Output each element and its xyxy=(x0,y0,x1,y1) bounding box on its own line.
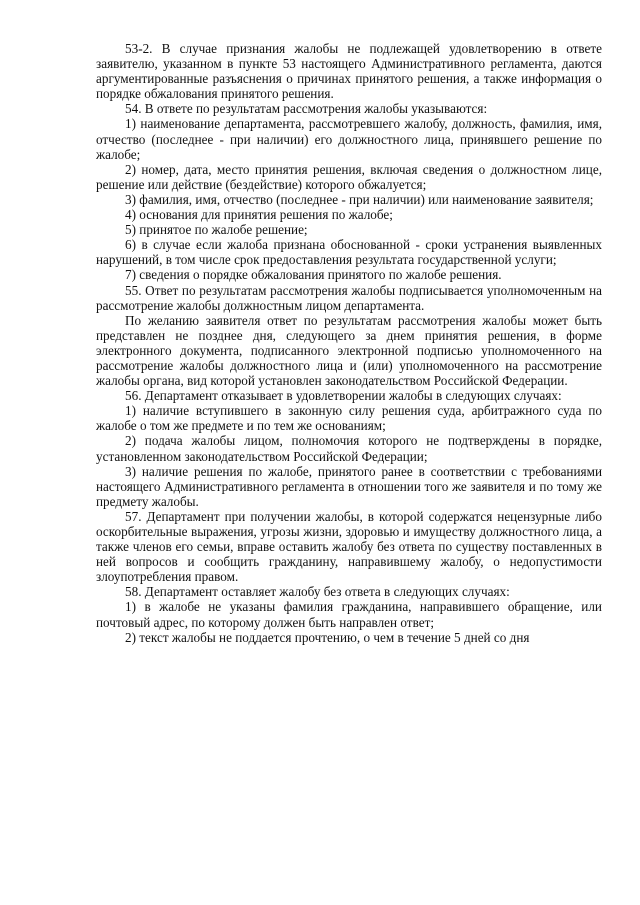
list-item-54-1: 1) наименование департамента, рассмотревшего жалобу, должность, фамилия, имя, отчество (последнее - при наличии) его должностного лица, принявшего решение по жалобе; xyxy=(96,116,602,162)
paragraph-58: 58. Департамент оставляет жалобу без ответа в следующих случаях: xyxy=(125,584,510,600)
list-item-56-2: 2) подача жалобы лицом, полномочия которого не подтверждены в порядке, установленном законодательством Российской Федерации; xyxy=(96,433,602,464)
list-item-54-7: 7) сведения о порядке обжалования принятого по жалобе решения. xyxy=(125,267,502,283)
paragraph-56: 56. Департамент отказывает в удовлетворении жалобы в следующих случаях: xyxy=(125,388,562,404)
list-item-54-2: 2) номер, дата, место принятия решения, включая сведения о должностном лице, решение или действие (бездействие) которого обжалуется; xyxy=(96,161,602,192)
paragraph-57: 57. Департамент при получении жалобы, в которой содержатся нецензурные либо оскорбительные выражения, угрозы жизни, здоровью и имуществу должностного лица, а также членов его семьи, вправе оставить жалобу без ответа по существу поставленных в ней вопросов и сообщить гражданину, направившему жалобу, о недопустимости злоупотребления правом. xyxy=(96,508,602,585)
list-item-56-1: 1) наличие вступившего в законную силу решения суда, арбитражного суда по жалобе о том же предмете и по тем же основаниям; xyxy=(96,403,602,434)
list-item-54-6: 6) в случае если жалоба признана обоснованной - сроки устранения выявленных нарушений, в том числе срок предоставления результата государственной услуги; xyxy=(96,237,602,268)
paragraph-55-electronic: По желанию заявителя ответ по результатам рассмотрения жалобы может быть представлен не позднее дня, следующего за днем принятия решения, в форме электронного документа, подписанного электронной подписью уполномоченного на рассмотрение жалобы должностного лица и (или) уполномоченного на рассмотрение жалобы органа, вид которой установлен законодательством Российской Федерации. xyxy=(96,312,602,389)
list-item-58-1: 1) в жалобе не указаны фамилия гражданина, направившего обращение, или почтовый адрес, по которому должен быть направлен ответ; xyxy=(96,599,602,630)
paragraph-53-2: 53-2. В случае признания жалобы не подлежащей удовлетворению в ответе заявителю, указанном в пункте 53 настоящего Административного регламента, даются аргументированные разъяснения о причинах принятого решения, а также информация о порядке обжалования принятого решения. xyxy=(96,41,602,102)
list-item-54-5: 5) принятое по жалобе решение; xyxy=(125,222,308,238)
list-item-56-3: 3) наличие решения по жалобе, принятого ранее в соответствии с требованиями настоящего Административного регламента в отношении того же заявителя и по тому же предмету жалобы. xyxy=(96,463,602,509)
paragraph-54: 54. В ответе по результатам рассмотрения жалобы указываются: xyxy=(125,101,488,117)
document-page xyxy=(96,41,602,645)
list-item-58-2: 2) текст жалобы не поддается прочтению, о чем в течение 5 дней со дня xyxy=(125,629,530,645)
list-item-54-3: 3) фамилия, имя, отчество (последнее - при наличии) или наименование заявителя; xyxy=(125,191,594,207)
paragraph-55: 55. Ответ по результатам рассмотрения жалобы подписывается уполномоченным на рассмотрение жалобы должностным лицом департамента. xyxy=(96,282,602,313)
list-item-54-4: 4) основания для принятия решения по жалобе; xyxy=(125,207,393,223)
